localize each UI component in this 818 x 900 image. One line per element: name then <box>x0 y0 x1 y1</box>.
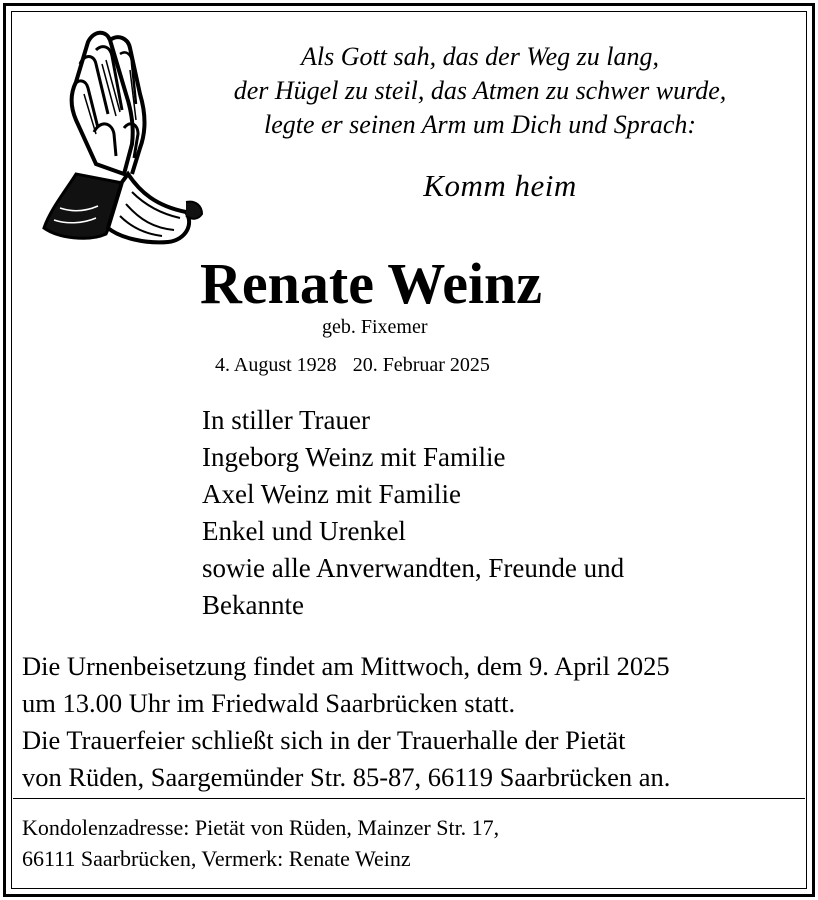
poem-line: legte er seinen Arm um Dich und Sprach: <box>263 110 697 139</box>
poem <box>180 40 780 142</box>
mourners-block <box>202 402 624 624</box>
mourners-line: Ingeborg Weinz mit Familie <box>202 442 506 472</box>
mourners-line: In stiller Trauer <box>202 405 370 435</box>
deceased-name: Renate Weinz <box>200 251 543 316</box>
mourners-line: sowie alle Anverwandten, Freunde und <box>202 553 625 583</box>
poem-line: Als Gott sah, das der Weg zu lang, <box>301 42 659 71</box>
condolence-address <box>22 812 499 874</box>
mourners-line: Bekannte <box>202 590 304 620</box>
poem-closing: Komm heim <box>423 168 577 203</box>
funeral-line: Die Urnenbeisetzung findet am Mittwoch, dem 9. April 2025 <box>22 651 670 681</box>
funeral-info <box>22 648 670 796</box>
funeral-line: Die Trauerfeier schließt sich in der Trauerhalle der Pietät <box>22 725 626 755</box>
funeral-line: von Rüden, Saargemünder Str. 85-87, 66119 Saarbrücken an. <box>22 762 671 792</box>
mourners-line: Axel Weinz mit Familie <box>202 479 462 509</box>
death-date: 20. Februar 2025 <box>352 354 490 376</box>
maiden-name: geb. Fixemer <box>322 316 428 338</box>
condolence-line: 66111 Saarbrücken, Vermerk: Renate Weinz <box>22 846 411 871</box>
birth-date: 4. August 1928 <box>215 354 337 376</box>
mourners-line: Enkel und Urenkel <box>202 516 406 546</box>
funeral-line: um 13.00 Uhr im Friedwald Saarbrücken statt. <box>22 688 516 718</box>
condolence-line: Kondolenzadresse: Pietät von Rüden, Mainzer Str. 17, <box>22 815 500 840</box>
life-dates <box>215 354 506 377</box>
poem-line: der Hügel zu steil, das Atmen zu schwer wurde, <box>233 76 727 105</box>
section-divider <box>13 798 805 799</box>
